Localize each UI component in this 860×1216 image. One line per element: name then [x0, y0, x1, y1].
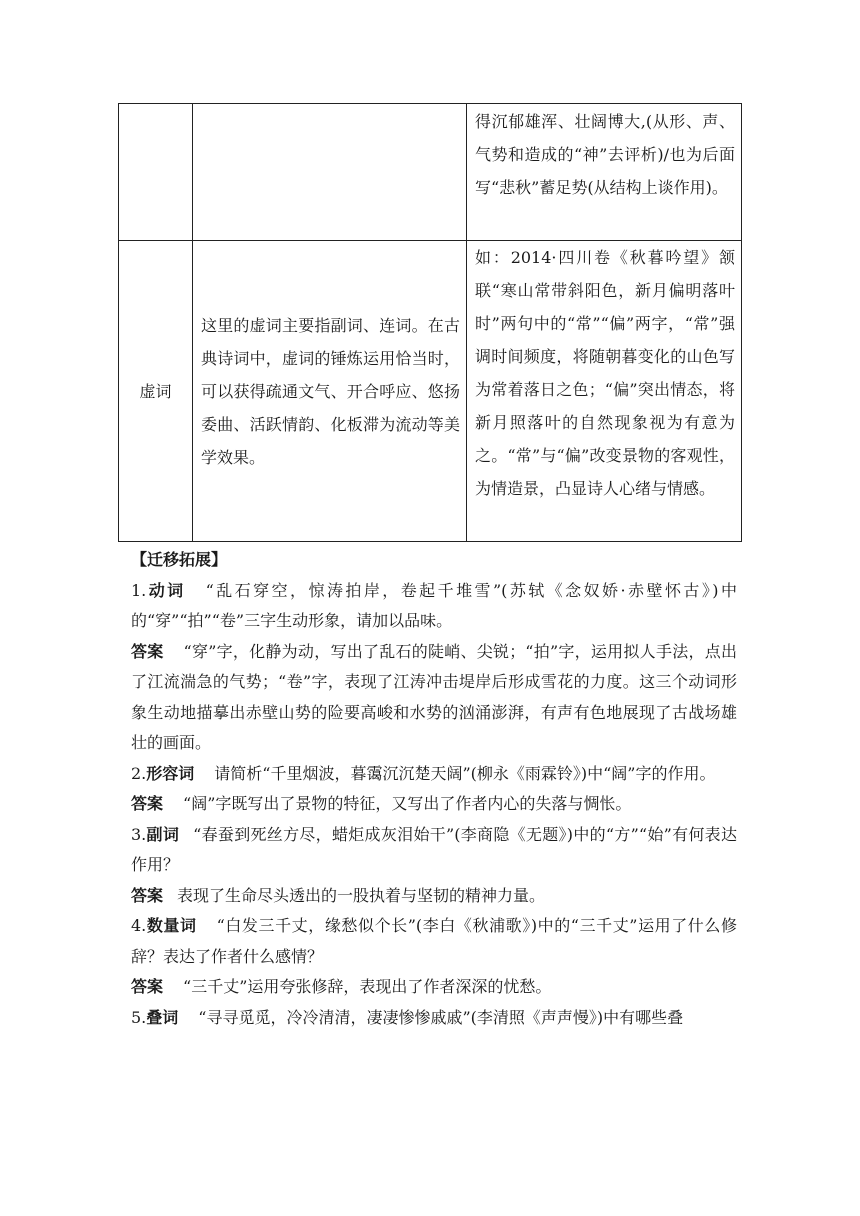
extension-section [131, 545, 737, 1033]
answer-text: “三千丈”运用夸张修辞，表现出了作者深深的忧愁。 [183, 977, 552, 996]
answer-item [131, 789, 737, 820]
question-number: 5. [131, 1007, 147, 1027]
question-text: “白发三千丈，缘愁似个长”(李白《秋浦歌》)中的“三千丈”运用了什么修辞？表达了作者什么感情？ [131, 916, 737, 966]
table-row [119, 241, 742, 542]
answer-text: “穿”字，化静为动，写出了乱石的陡峭、尖锐；“拍”字，运用拟人手法，点出了江流湍急的气势；“卷”字，表现了江涛冲击堤岸后形成雪花的力度。这三个动词形象生动地描摹出赤壁山势的险要高峻和水势的汹涌澎湃，有声有色地展现了古战场雄壮的画面。 [131, 641, 737, 752]
answer-label: 答案 [131, 641, 164, 661]
table-cell-example [467, 104, 742, 241]
question-number: 1. [131, 580, 147, 600]
question-number: 4. [131, 916, 147, 935]
table-cell-empty [193, 104, 467, 241]
question-category: 形容词 [146, 763, 195, 783]
answer-item [131, 637, 737, 759]
section-title: 【迁移拓展】 [131, 550, 228, 569]
table-row [119, 104, 742, 241]
example-text: 如：2014·四川卷《秋暮吟望》颔联“寒山常带斜阳色，新月偏明落叶时”两句中的“常”“偏”两字，“常”强调时间频度，将随朝暮变化的山色写为常着落日之色；“偏”突出情态，将新月照落叶的自然现象视为有意为之。“常”与“偏”改变景物的客观性，为情造景，凸显诗人心绪与情感。 [475, 248, 735, 498]
question-item [131, 911, 737, 972]
description-text: 这里的虚词主要指副词、连词。在古典诗词中，虚词的锤炼运用恰当时，可以获得疏通文气、开合呼应、悠扬委曲、活跃情韵、化板滞为流动等美学效果。 [201, 315, 460, 467]
question-item [131, 1003, 737, 1034]
answer-item [131, 972, 737, 1003]
question-category: 动词 [146, 580, 186, 600]
answer-text: “阔”字既写出了景物的特征，又写出了作者内心的失落与惆怅。 [183, 794, 632, 813]
table-cell-description [193, 241, 467, 542]
question-item [131, 759, 737, 790]
question-category: 副词 [146, 824, 180, 844]
answer-label: 答案 [131, 794, 164, 813]
question-number: 3. [131, 824, 147, 844]
category-label: 虚词 [139, 381, 172, 401]
question-category: 数量词 [146, 916, 197, 935]
analysis-table [118, 103, 742, 542]
question-item [131, 576, 737, 637]
question-text: “乱石穿空，惊涛拍岸，卷起千堆雪”(苏轼《念奴娇·赤壁怀古》)中的“穿”“拍”“卷”三字生动形象，请加以品味。 [131, 580, 737, 630]
table-cell-category [119, 241, 193, 542]
question-number: 2. [131, 763, 147, 783]
question-text: “春蚕到死丝方尽，蜡炬成灰泪始干”(李商隐《无题》)中的“方”“始”有何表达作用？ [131, 824, 737, 874]
table-cell-example [467, 241, 742, 542]
answer-item [131, 881, 737, 912]
example-text: 得沉郁雄浑、壮阔博大,(从形、声、气势和造成的“神”去评析)/也为后面写“悲秋”蓄足势(从结构上谈作用)。 [475, 112, 735, 197]
question-category: 叠词 [146, 1007, 179, 1027]
answer-label: 答案 [131, 977, 164, 996]
answer-text: 表现了生命尽头透出的一股执着与坚韧的精神力量。 [177, 885, 546, 905]
table-cell-empty [119, 104, 193, 241]
answer-label: 答案 [131, 885, 164, 905]
question-text: 请简析“千里烟波，暮霭沉沉楚天阔”(柳永《雨霖铃》)中“阔”字的作用。 [214, 763, 716, 783]
question-text: “寻寻觅觅，冷冷清清，凄凄惨惨戚戚”(李清照《声声慢》)中有哪些叠 [198, 1007, 684, 1027]
question-item [131, 820, 737, 881]
